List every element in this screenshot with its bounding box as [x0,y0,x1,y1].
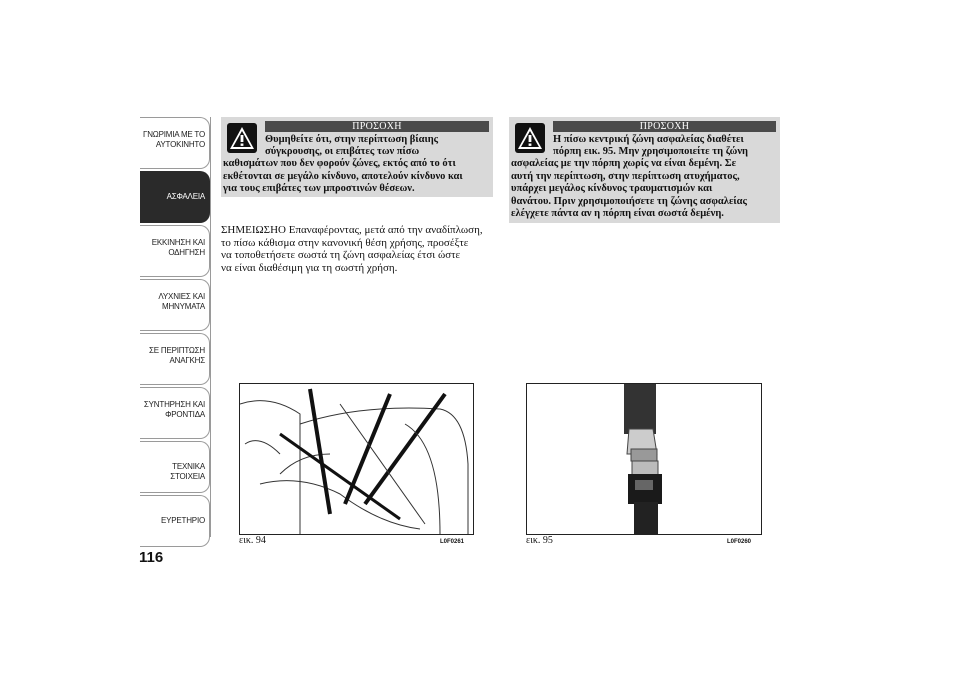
note-paragraph [221,224,499,274]
note-line: ΣΗΜΕΙΩΣΗΟ Επαναφέροντας, μετά από την αναδίπλωση, [221,224,483,236]
tab-maintenance[interactable]: ΣΥΝΤΗΡΗΣΗ ΚΑΙ ΦΡΟΝΤΙΔΑ [140,387,210,439]
warning-text: Θυμηθείτε ότι, στην περίπτωση βίαιης [265,134,439,145]
tab-safety[interactable]: ΑΣΦΑΛΕΙΑ [140,171,210,223]
warning-text: αυτή την περίπτωση, στην περίπτωση ατυχήματος, [511,171,740,182]
warning-box-right [509,117,780,223]
warning-text: ελέγχετε πάντα αν η πόρπη είναι σωστά δεμένη. [511,208,724,219]
warning-header: ΠΡΟΣΟΧΗ [553,121,776,132]
warning-text: πόρπη εικ. 95. Μην χρησιμοποιείτε τη ζώνη [553,146,749,157]
note-line: να είναι διαθέσιμη για τη σωστή χρήση. [221,261,398,274]
warning-text: σύγκρουσης, οι επιβάτες των πίσω [265,146,420,157]
warning-triangle-icon [227,123,257,153]
rear-seat-illustration [240,384,473,534]
warning-box-left [221,117,493,197]
tab-starting-driving[interactable]: ΕΚΚΙΝΗΣΗ ΚΑΙ ΟΔΗΓΗΣΗ [140,225,210,277]
warning-text: καθισμάτων που δεν φορούν ζώνες, εκτός από το ότι [223,158,456,169]
figure-95-code: L0F0260 [727,539,752,545]
tab-technical-data[interactable]: ΤΕΧΝΙΚΑ ΣΤΟΙΧΕΙΑ [140,441,210,493]
figure-95-center-buckle [526,383,762,535]
tabs-divider [210,117,211,537]
warning-text: εκθέτονται σε μεγάλο κίνδυνο, αποτελούν κίνδυνο και [223,171,463,182]
figure-94-caption: εικ. 94 [239,535,266,546]
tab-index[interactable]: ΕΥΡΕΤΗΡΙΟ [140,495,210,547]
warning-text: υπάρχει μεγάλος κίνδυνος τραυματισμών και [511,183,713,194]
figure-94-rear-seat-belts [239,383,474,535]
warning-text: Η πίσω κεντρική ζώνη ασφαλείας διαθέτει [553,134,744,145]
note-line: να τοποθετήσετε σωστά τη ζώνη ασφαλείας έτσι ώστε [221,249,461,261]
note-line: το πίσω κάθισμα στην κανονική θέση χρήσης, προσέξτε [221,236,469,249]
tab-getting-to-know[interactable]: ΓΝΩΡΙΜΙΑ ΜΕ ΤΟ ΑΥΤΟΚΙΝΗΤΟ [140,117,210,169]
warning-text: για τους επιβάτες των μπροστινών θέσεων. [223,183,415,194]
tab-emergency[interactable]: ΣΕ ΠΕΡΙΠΤΩΣΗ ΑΝΑΓΚΗΣ [140,333,210,385]
figure-95-caption: εικ. 95 [526,535,553,546]
buckle-illustration [527,384,761,534]
warning-triangle-icon [515,123,545,153]
tab-warning-lights[interactable]: ΛΥΧΝΙΕΣ ΚΑΙ ΜΗΝΥΜΑΤΑ [140,279,210,331]
warning-text: θανάτου. Πριν χρησιμοποιήσετε τη ζώνης ασφαλείας [511,196,747,207]
warning-header: ΠΡΟΣΟΧΗ [265,121,489,132]
figure-94-code: L0F0261 [440,539,465,545]
page-number: 116 [139,549,164,566]
warning-text: ασφαλείας με την πόρπη χωρίς να είναι δεμένη. Σε [511,158,737,169]
